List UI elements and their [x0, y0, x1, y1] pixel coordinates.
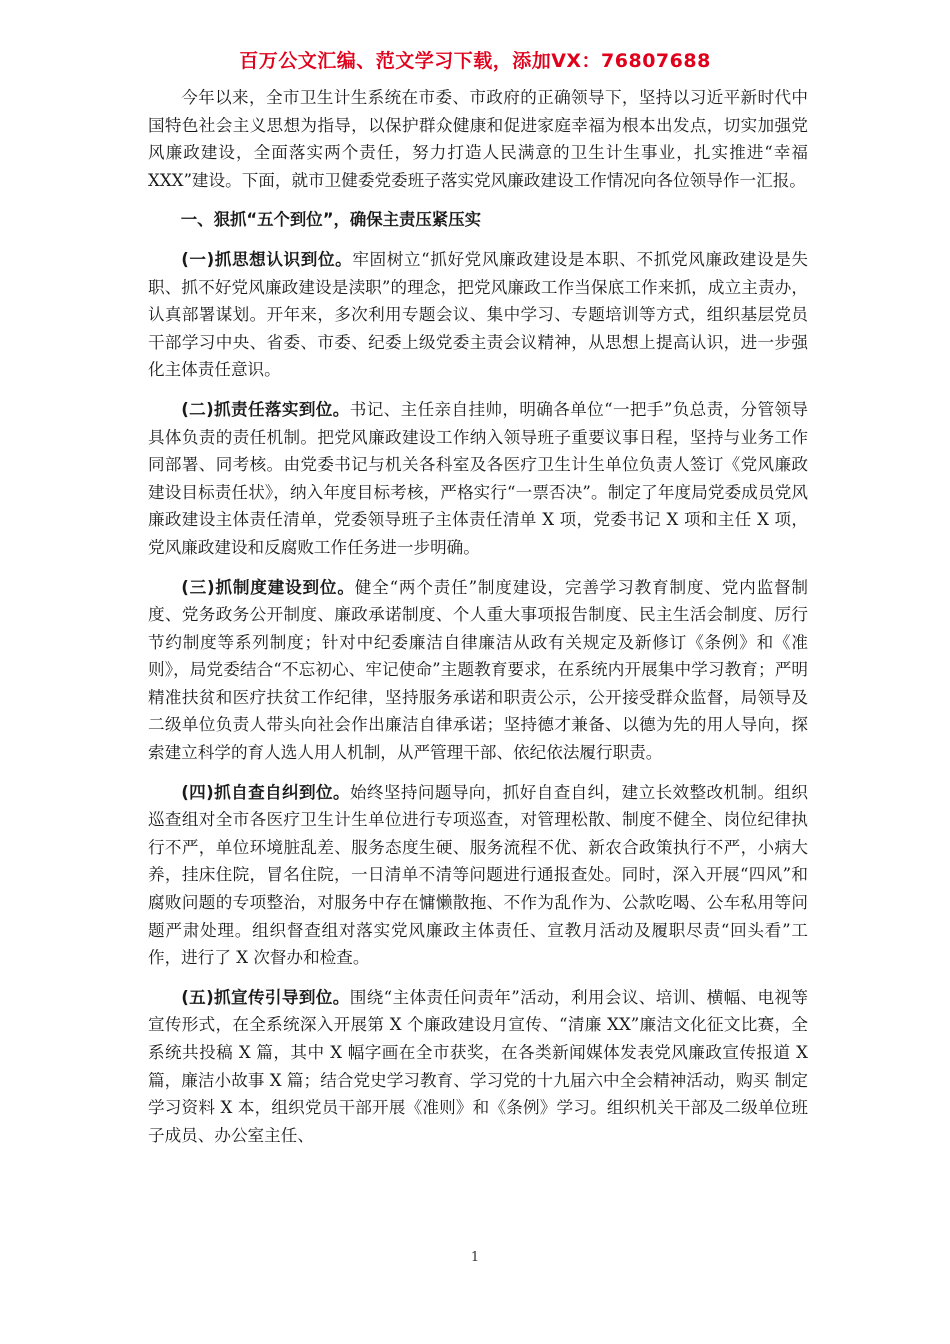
document-body: [148, 84, 808, 1161]
page-number: 1: [470, 1250, 480, 1265]
body-paragraph-3: [148, 574, 808, 767]
paragraph-text: 围绕“主体责任问责年”活动，利用会议、培训、横幅、电视等宣传形式，在全系统深入开展第 X 个廉政建设月宣传、“清廉 XX”廉洁文化征文比赛，全系统共投稿 X 篇，其中 X 幅字画在全市获奖，在各类新闻媒体发表党风廉政宣传报道 X 篇，廉洁小故事 X 篇；结合党史学习教育、学习党的十九届六中全会精神活动，购买 制定学习资料 X 本，组织党员干部开展《准则》和《条例》学习。组织机关干部及二级单位班子成员、办公室主任、: [148, 987, 809, 1145]
body-paragraph-4: [148, 779, 808, 972]
paragraph-text: 牢固树立“抓好党风廉政建设是本职、不抓党风廉政建设是失职、抓不好党风廉政建设是渎职”的理念，把党风廉政工作当保底工作来抓，成立主责办，认真部署谋划。开年来，多次利用专题会议、集中学习、专题培训等方式，组织基层党员干部学习中央、省委、市委、纪委上级党委主责会议精神，从思想上提高认识，进一步强化主体责任意识。: [148, 249, 809, 380]
intro-paragraph: 今年以来，全市卫生计生系统在市委、市政府的正确领导下，坚持以习近平新时代中国特色社会主义思想为指导，以保护群众健康和促进家庭幸福为根本出发点，切实加强党风廉政建设，全面落实两个责任，努力打造人民满意的卫生计生事业，扎实推进“幸福 XXX”建设。下面，就市卫健委党委班子落实党风廉政建设工作情况向各位领导作一汇报。: [148, 88, 808, 190]
body-paragraph-2: [148, 396, 808, 562]
paragraph-text: 健全“两个责任”制度建设，完善学习教育制度、党内监督制度、党务政务公开制度、廉政承诺制度、个人重大事项报告制度、民主生活会制度、厉行节约制度等系列制度；针对中纪委廉洁自律廉洁从政有关规定及新修订《条例》和《准则》，局党委结合“不忘初心、牢记使命”主题教育要求，在系统内开展集中学习教育；严明精准扶贫和医疗扶贫工作纪律，坚持服务承诺和职责公示，公开接受群众监督，局领导及二级单位负责人带头向社会作出廉洁自律承诺；坚持德才兼备、以德为先的用人导向，探索建立科学的育人选人用人机制，从严管理干部、依纪依法履行职责。: [148, 577, 808, 763]
body-paragraph-5: [148, 984, 808, 1150]
body-paragraph-1: [148, 246, 808, 384]
paragraph-lead: (五)抓宣传引导到位。: [181, 987, 350, 1007]
paragraph-lead: (四)抓自查自纠到位。: [181, 782, 350, 802]
section-heading: 一、狠抓“五个到位”，确保主责压紧压实: [180, 210, 481, 230]
paragraph-lead: (一)抓思想认识到位。: [181, 249, 353, 269]
paragraph-lead: (三)抓制度建设到位。: [181, 577, 355, 597]
paragraph-text: 始终坚持问题导向，抓好自查自纠，建立长效整改机制。组织巡查组对全市各医疗卫生计生单位进行专项巡查，对管理松散、制度不健全、岗位纪律执行不严，单位环境脏乱差、服务态度生硬、服务流程不优、新农合政策执行不严，小病大养，挂床住院，冒名住院，一日清单不清等问题进行通报查处。同时，深入开展“四风”和腐败问题的专项整治，对服务中存在慵懒散拖、不作为乱作为、公款吃喝、公车私用等问题严肃处理。组织督查组对落实党风廉政主体责任、宣教月活动及履职尽责“回头看”工作，进行了 X 次督办和检查。: [148, 782, 809, 968]
header-banner: 百万公文汇编、范文学习下载，添加VX：76807688: [239, 50, 711, 72]
paragraph-lead: (二)抓责任落实到位。: [181, 399, 350, 419]
paragraph-text: 书记、主任亲自挂帅，明确各单位“一把手”负总责，分管领导具体负责的责任机制。把党风廉政建设工作纳入领导班子重要议事日程，坚持与业务工作同部署、同考核。由党委书记与机关各科室及各医疗卫生计生单位负责人签订《党风廉政建设目标责任状》，纳入年度目标考核，严格实行“一票否决”。制定了年度局党委成员党风廉政建设主体责任清单，党委领导班子主体责任清单 X 项，党委书记 X 项和主任 X 项，党风廉政建设和反腐败工作任务进一步明确。: [148, 399, 809, 557]
